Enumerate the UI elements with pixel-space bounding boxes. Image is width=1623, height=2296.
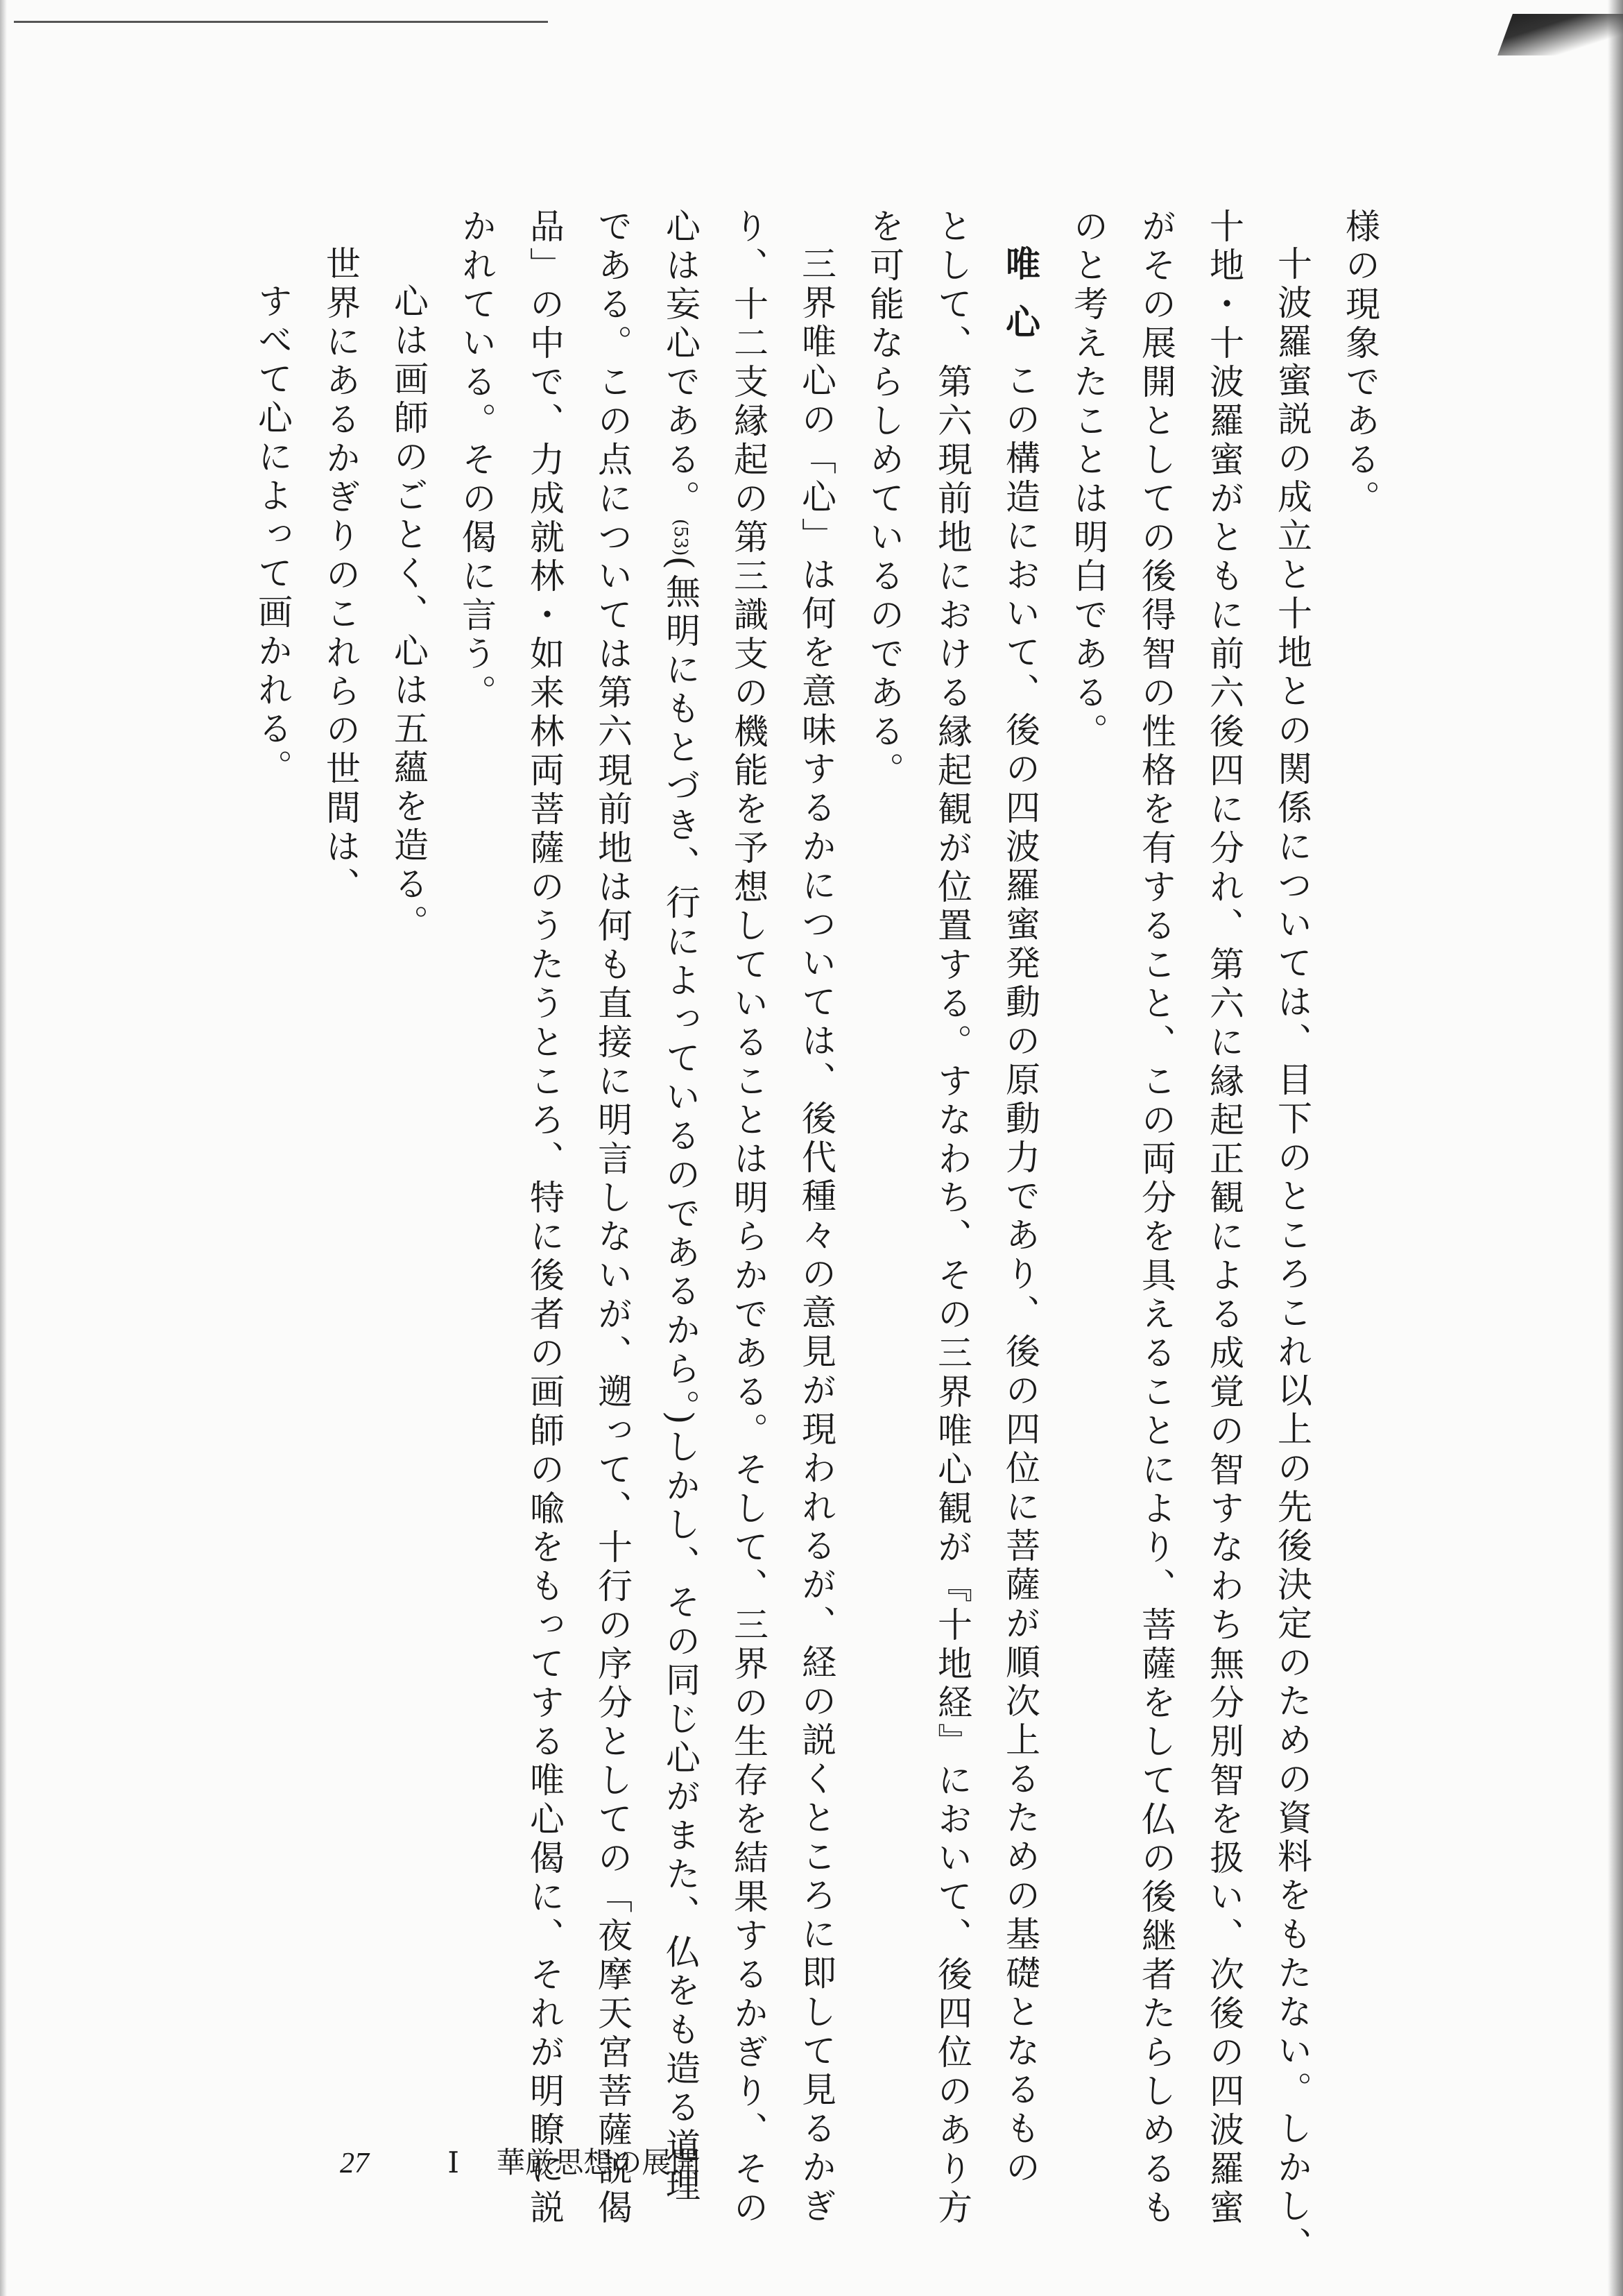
footnote-reference: (53) bbox=[670, 519, 691, 556]
vertical-text-body bbox=[252, 208, 1394, 2265]
page-footer bbox=[340, 2140, 1172, 2188]
page-number: 27 bbox=[340, 2148, 369, 2179]
text-line: を可能ならしめているのである。 bbox=[864, 208, 904, 791]
right-edge-shadow bbox=[1608, 0, 1623, 2296]
top-rule bbox=[14, 21, 548, 23]
text-line: この構造において、後の四波羅蜜発動の原動力であり、後の四位に菩薩が順次上るための基礎となるもの bbox=[1000, 362, 1040, 2188]
text-line: 品」の中で、力成就林・如来林両菩薩のうたうところ、特に後者の画師の喩をもってする唯心偈に、それが明瞭に説 bbox=[524, 208, 565, 2228]
text-line: かれている。その偈に言う。 bbox=[456, 208, 497, 713]
text-line: 十地・十波羅蜜がともに前六後四に分れ、第六に縁起正観による成覚の智すなわち無分別智を扱い、次後の四波羅蜜 bbox=[1204, 208, 1244, 2228]
text-line: として、第六現前地における縁起観が位置する。すなわち、その三界唯心観が『十地経』において、後四位のあり方 bbox=[932, 208, 972, 2228]
text-line: がその展開としての後得智の性格を有すること、この両分を具えることにより、菩薩をして仏の後継者たらしめるも bbox=[1136, 208, 1176, 2228]
text-line: 様の現象である。 bbox=[1340, 208, 1380, 519]
section-heading-line bbox=[986, 208, 1054, 2234]
text-segment: 心は妄心である。 bbox=[660, 208, 701, 519]
text-line: 三界唯心の「心」は何を意味するかについては、後代種々の意見が現われるが、経の説くところに即して見るかぎ bbox=[796, 246, 836, 2227]
text-line-with-note bbox=[646, 208, 714, 2234]
text-line: り、十二支縁起の第三識支の機能を予想していることは明らかである。そして、三界の生存を結果するかぎり、その bbox=[728, 208, 768, 2228]
text-line: 十波羅蜜説の成立と十地との関係については、目下のところこれ以上の先後決定のための資料をもたない。しかし、 bbox=[1272, 246, 1312, 2265]
verse-line: すべて心によって画かれる。 bbox=[252, 283, 293, 788]
corner-scan-mark bbox=[1497, 14, 1623, 55]
left-edge-shadow bbox=[0, 0, 7, 2296]
section-heading: 唯心 bbox=[1000, 246, 1041, 362]
text-segment: (無明にもとづき、行によっているのであるから。)しかし、その同じ心がまた、仏をも造る道理 bbox=[660, 556, 701, 2206]
running-title: 華厳思想の展開 bbox=[496, 2145, 701, 2179]
verse-line: 世界にあるかぎりのこれらの世間は、 bbox=[320, 246, 361, 906]
text-line: である。この点については第六現前地は何も直接に明言しないが、遡って、十行の序分としての「夜摩天宮菩薩説偈 bbox=[592, 208, 633, 2228]
text-line: のと考えたことは明白である。 bbox=[1068, 208, 1108, 752]
verse-line: 心は画師のごとく、心は五蘊を造る。 bbox=[388, 283, 429, 943]
part-number: I bbox=[447, 2145, 459, 2179]
